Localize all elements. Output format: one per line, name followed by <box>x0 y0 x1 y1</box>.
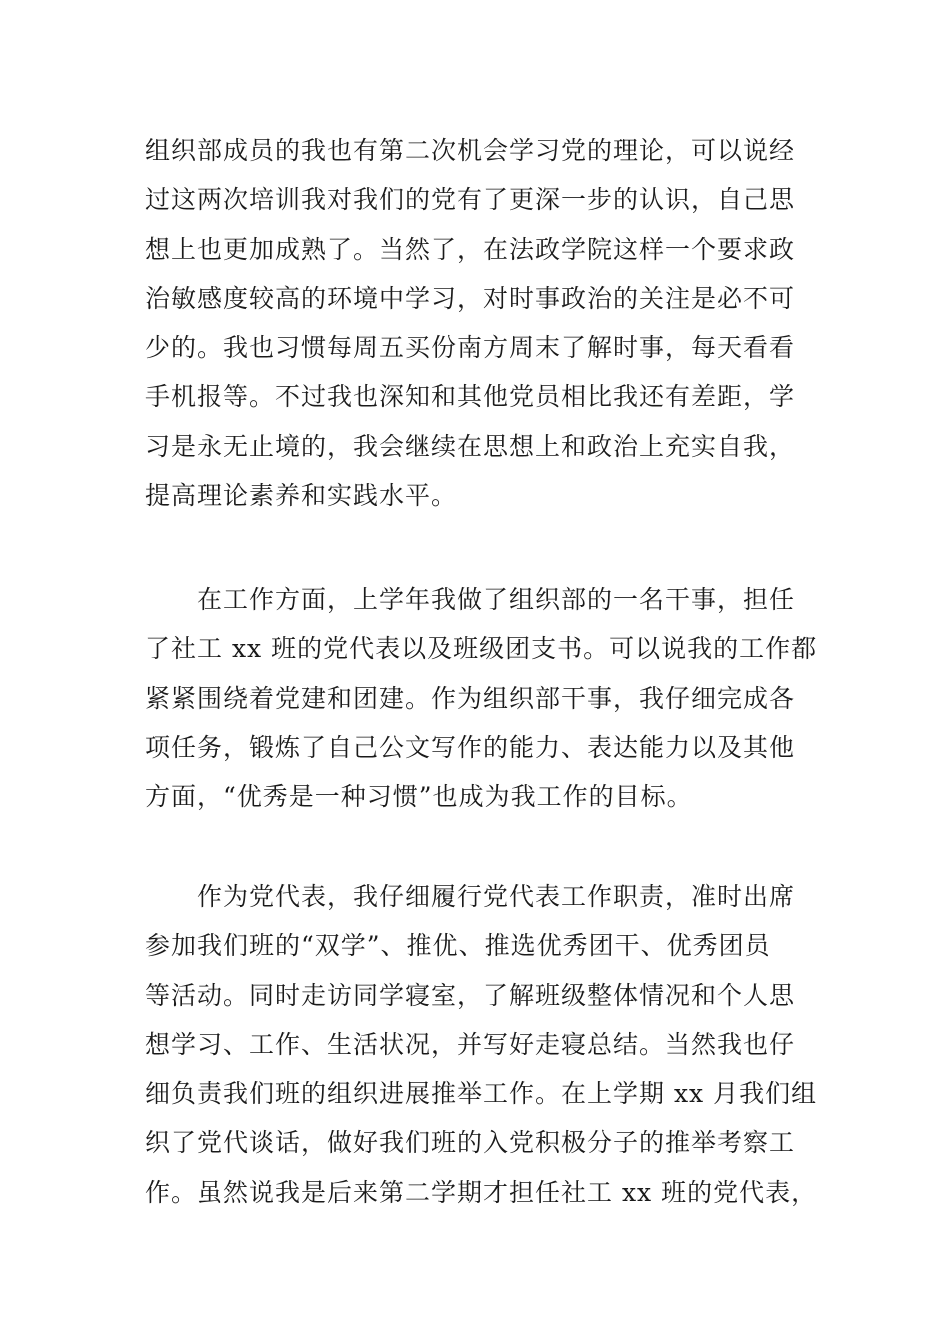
text-line: 习是永无止境的，我会继续在思想上和政治上充实自我， <box>145 431 796 461</box>
text-line: 织了党代谈话，做好我们班的入党积极分子的推举考察工 <box>145 1128 796 1158</box>
text-line: 组织部成员的我也有第二次机会学习党的理论，可以说经 <box>145 136 796 165</box>
text-line: 等活动。同时走访同学寝室，了解班级整体情况和个人思 <box>145 980 796 1010</box>
text-line: 紧紧围绕着党建和团建。作为组织部干事，我仔细完成各 <box>145 683 796 713</box>
text-line: 治敏感度较高的环境中学习，对时事政治的关注是必不可 <box>145 283 796 313</box>
paragraph-work <box>145 575 818 821</box>
text-line: 细负责我们班的组织进展推举工作。在上学期 xx 月我们组 <box>145 1079 818 1109</box>
text-line: 参加我们班的“双学”、推优、推选优秀团干、优秀团员 <box>145 931 771 961</box>
paragraph-study <box>145 126 810 520</box>
text-line: 作。虽然说我是后来第二学期才担任社工 xx 班的党代表， <box>145 1177 818 1207</box>
text-line: 想学习、工作、生活状况，并写好走寝总结。当然我也仔 <box>145 1029 796 1059</box>
text-line: 项任务，锻炼了自己公文写作的能力、表达能力以及其他 <box>145 732 796 762</box>
text-line: 在工作方面，上学年我做了组织部的一名干事，担任 <box>197 585 796 614</box>
text-line: 过这两次培训我对我们的党有了更深一步的认识，自己思 <box>145 185 796 215</box>
text-line: 少的。我也习惯每周五买份南方周末了解时事，每天看看 <box>145 333 796 363</box>
text-line: 了社工 xx 班的党代表以及班级团支书。可以说我的工作都 <box>145 634 818 664</box>
text-line: 提高理论素养和实践水平。 <box>145 481 458 511</box>
text-line: 想上也更加成熟了。当然了，在法政学院这样一个要求政 <box>145 234 796 264</box>
text-line: 方面，“优秀是一种习惯”也成为我工作的目标。 <box>145 782 693 812</box>
text-line: 作为党代表，我仔细履行党代表工作职责，准时出席 <box>197 882 796 911</box>
text-line: 手机报等。不过我也深知和其他党员相比我还有差距，学 <box>145 382 796 412</box>
paragraph-party-representative <box>145 872 818 1217</box>
